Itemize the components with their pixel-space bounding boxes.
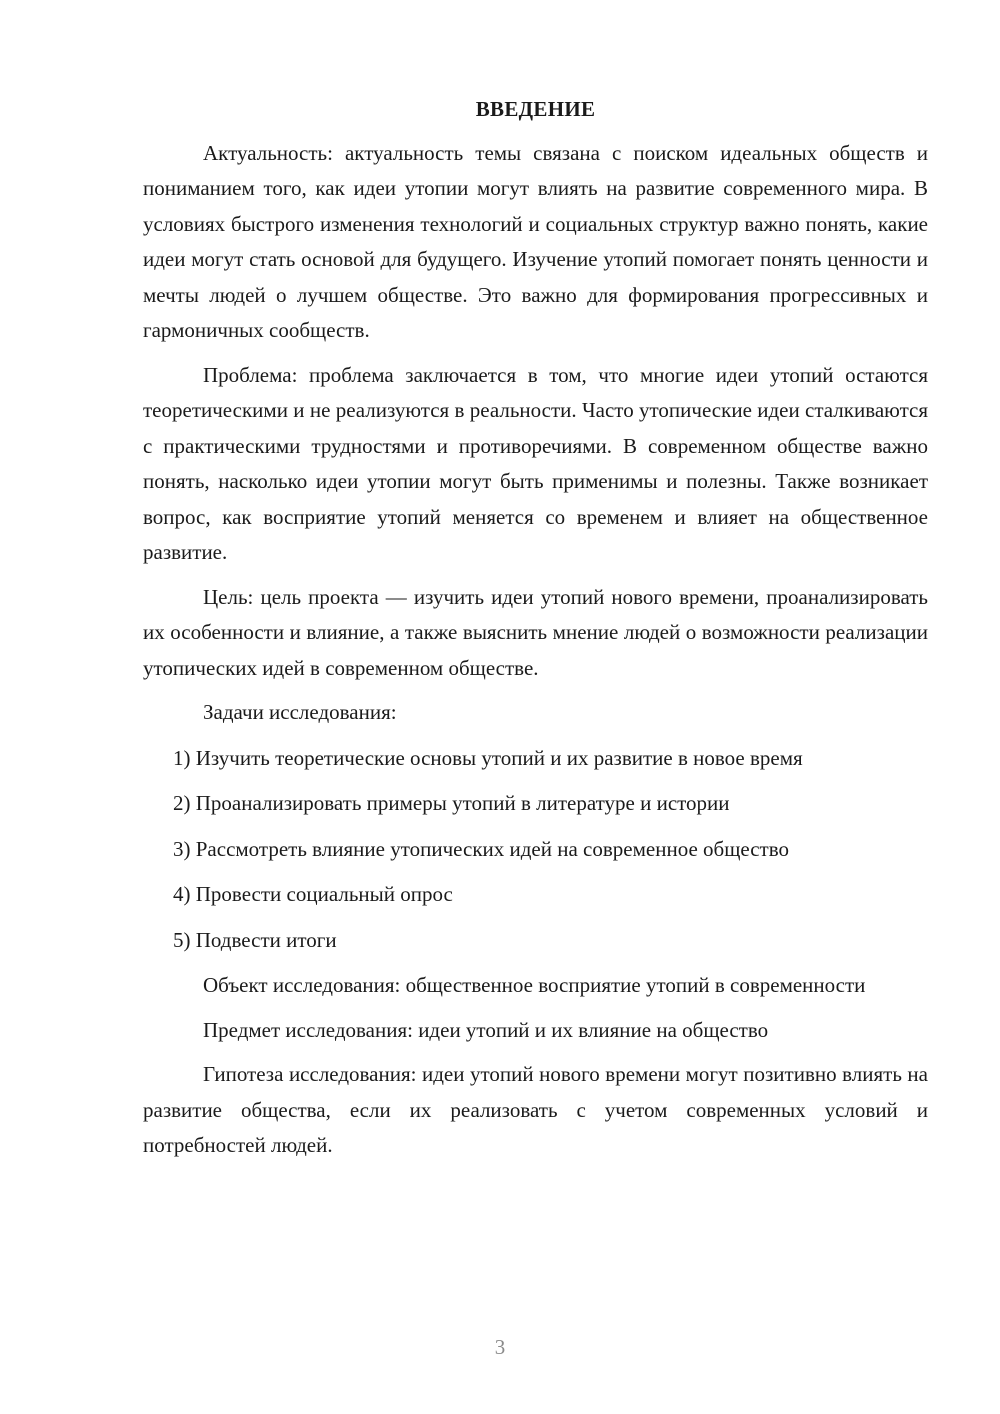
hypothesis-paragraph: Гипотеза исследования: идеи утопий нового времени могут позитивно влиять на развитие общества, если их реализовать с учетом современных условий и потребностей людей. (143, 1062, 928, 1157)
task-item-1: 1) Изучить теоретические основы утопий и их развитие в новое время (173, 745, 803, 770)
page-number: 3 (494, 1335, 506, 1359)
document-page (143, 92, 928, 1173)
task-item-3: 3) Рассмотреть влияние утопических идей на современное общество (173, 836, 789, 861)
page-title: ВВЕДЕНИЕ (475, 97, 596, 121)
relevance-paragraph: Актуальность: актуальность темы связана с поиском идеальных обществ и пониманием того, как идеи утопии могут влиять на развитие современного мира. В условиях быстрого изменения технологий и социальных структур важно понять, какие идеи могут стать основой для будущего. Изучение утопий помогает понять ценности и мечты людей о лучшем обществе. Это важно для формирования прогрессивных и гармоничных сообществ. (143, 140, 928, 342)
subject-paragraph: Предмет исследования: идеи утопий и их влияние на общество (203, 1017, 769, 1042)
tasks-heading: Задачи исследования: (203, 700, 397, 724)
task-item-2: 2) Проанализировать примеры утопий в литературе и истории (173, 791, 730, 815)
problem-paragraph: Проблема: проблема заключается в том, что многие идеи утопий остаются теоретическими и не реализуются в реальности. Часто утопические идеи сталкиваются с практическими трудностями и противоречиями. В современном обществе важно понять, насколько идеи утопии могут быть применимы и полезны. Также возникает вопрос, как восприятие утопий меняется со временем и влияет на общественное развитие. (143, 362, 928, 564)
task-item-4: 4) Провести социальный опрос (173, 882, 453, 906)
tasks-list (143, 741, 928, 959)
task-item-5: 5) Подвести итоги (173, 927, 337, 952)
goal-paragraph: Цель: цель проекта — изучить идеи утопий нового времени, проанализировать их особенности и влияние, а также выяснить мнение людей о возможности реализации утопических идей в современном обществе. (143, 584, 928, 680)
object-paragraph: Объект исследования: общественное восприятие утопий в современности (203, 973, 866, 997)
